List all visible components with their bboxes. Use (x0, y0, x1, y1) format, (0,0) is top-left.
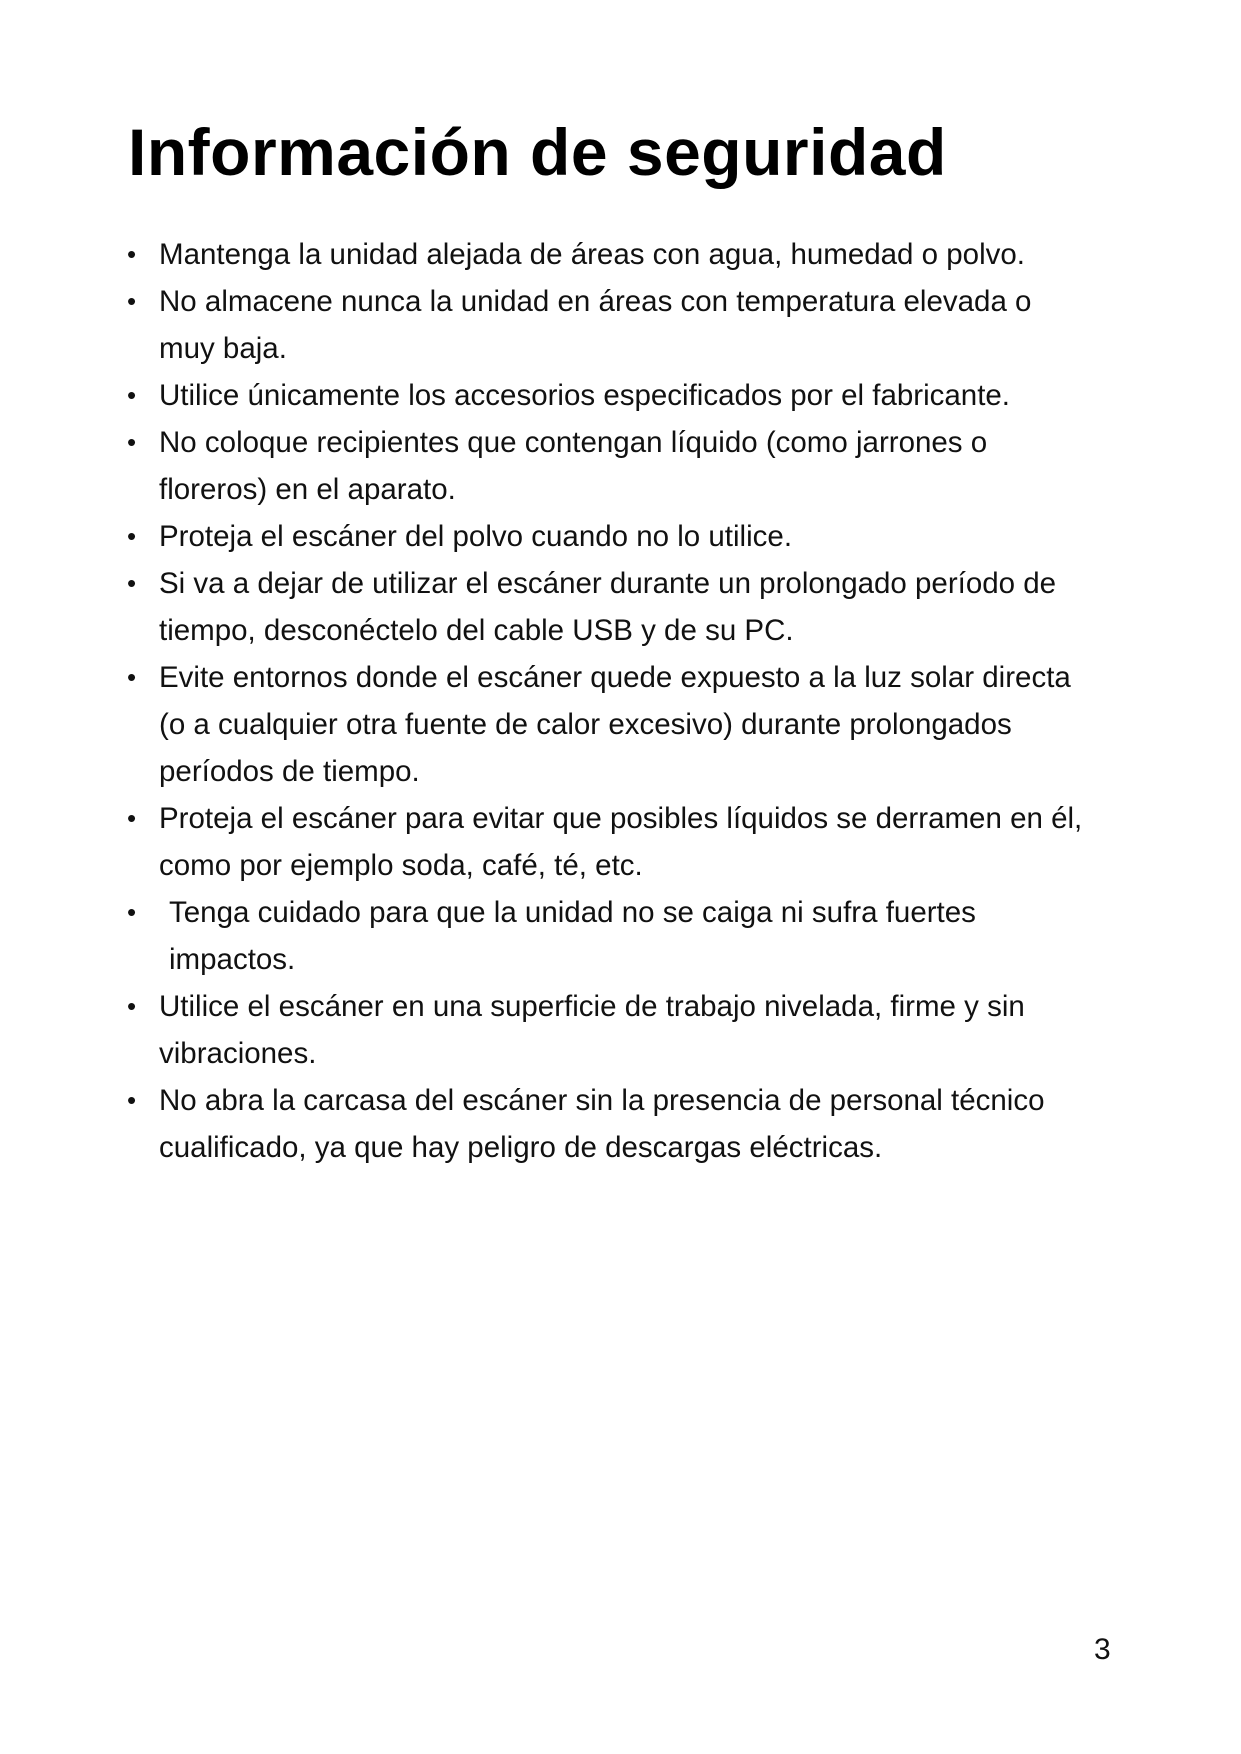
list-item (125, 560, 1149, 654)
bullet-icon: • (127, 239, 137, 269)
bullet-icon: • (127, 427, 137, 457)
list-item (125, 889, 1079, 983)
bullet-icon: • (127, 568, 137, 598)
list-item-text: Proteja el escáner para evitar que posibles líquidos se derramen en él, como por ejemplo soda, café, té, etc. (159, 802, 1083, 882)
list-item (125, 278, 1089, 372)
list-item-text: Mantenga la unidad alejada de áreas con agua, humedad o polvo. (159, 238, 1025, 271)
list-item (125, 795, 1149, 889)
bullet-icon: • (127, 521, 137, 551)
safety-list (125, 231, 1125, 1171)
bullet-icon: • (127, 803, 137, 833)
list-item (125, 419, 1079, 513)
list-item (125, 654, 1079, 795)
list-item (125, 372, 1089, 419)
list-item-text: Tenga cuidado para que la unidad no se caiga ni sufra fuertes impactos. (169, 896, 976, 976)
bullet-icon: • (127, 286, 137, 316)
list-item-text: Si va a dejar de utilizar el escáner durante un prolongado período de tiempo, desconéctelo del cable USB y de su PC. (159, 567, 1057, 647)
list-item-text: No coloque recipientes que contengan líquido (como jarrones o floreros) en el aparato. (159, 426, 988, 506)
bullet-icon: • (127, 897, 137, 927)
bullet-icon: • (127, 991, 137, 1021)
bullet-icon: • (127, 380, 137, 410)
list-item-text: Proteja el escáner del polvo cuando no lo utilice. (159, 520, 793, 553)
bullet-icon: • (127, 662, 137, 692)
list-item (125, 983, 1109, 1077)
list-item (125, 513, 1079, 560)
list-item-text: Utilice el escáner en una superficie de trabajo nivelada, firme y sin vibraciones. (159, 990, 1025, 1070)
page-title: Información de seguridad (128, 115, 947, 189)
list-item (125, 1077, 1149, 1171)
list-item-text: Utilice únicamente los accesorios especificados por el fabricante. (159, 379, 1011, 412)
list-item-text: No almacene nunca la unidad en áreas con temperatura elevada o muy baja. (159, 285, 1032, 365)
page-number: 3 (1094, 1633, 1111, 1666)
list-item (125, 231, 1079, 278)
bullet-icon: • (127, 1085, 137, 1115)
list-item-text: Evite entornos donde el escáner quede expuesto a la luz solar directa (o a cualquier otra fuente de calor excesivo) durante prolongados períodos de tiempo. (159, 661, 1071, 788)
list-item-text: No abra la carcasa del escáner sin la presencia de personal técnico cualificado, ya que hay peligro de descargas eléctricas. (159, 1084, 1045, 1164)
